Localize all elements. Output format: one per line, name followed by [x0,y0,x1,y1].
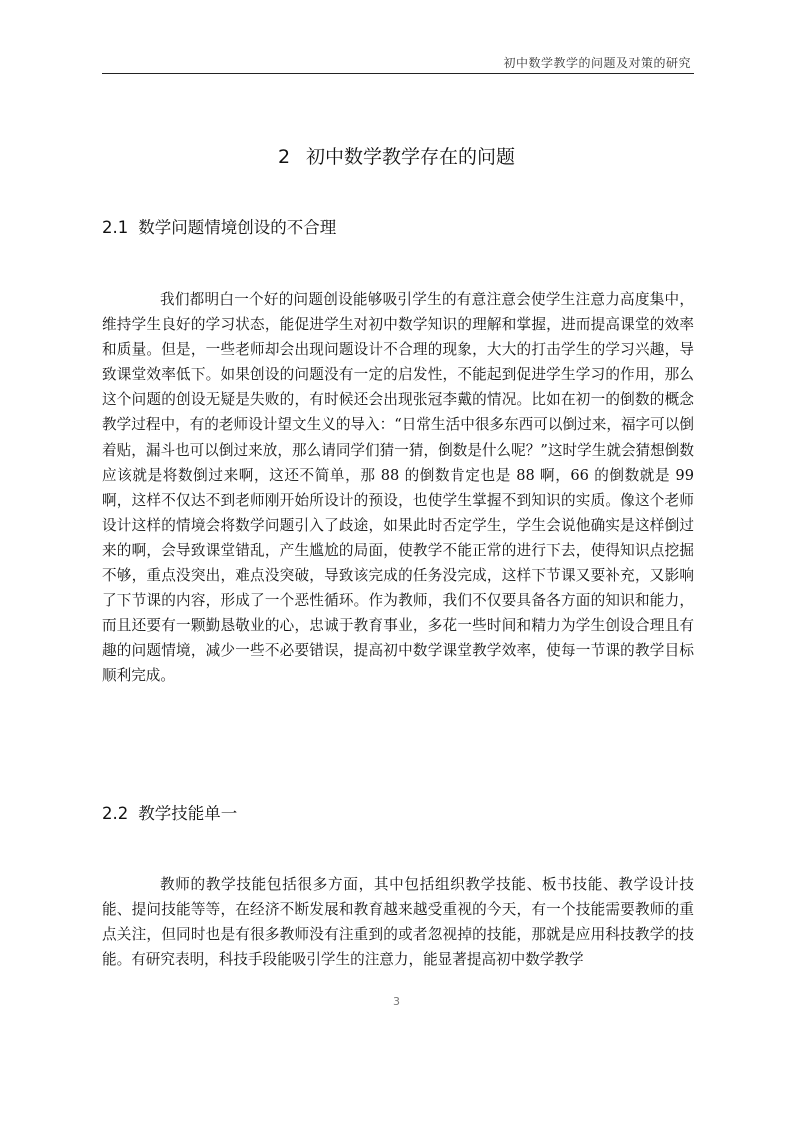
body-paragraph-2-2: 教师的教学技能包括很多方面，其中包括组织教学技能、板书技能、教学设计技能、提问技能等等，在经济不断发展和教育越来越受重视的今天，有一个技能需要教师的重点关注，但同时也是有很多教师没有注重到的或者忽视掉的技能，那就是应用科技教学的技能。有研究表明，科技手段能吸引学生的注意力，能显著提高初中数学教学 [102,876,694,969]
section-heading-2-2 [102,800,237,824]
chapter-number: 2 [277,146,291,168]
section-title-text: 数学问题情境创设的不合理 [138,218,337,237]
section-number: 2.2 [102,804,129,823]
section-number: 2.1 [102,218,129,237]
running-header: 初中数学教学的问题及对策的研究 [503,56,691,70]
section-title-text: 教学技能单一 [138,804,238,823]
body-paragraph-2-1: 我们都明白一个好的问题创设能够吸引学生的有意注意会使学生注意力高度集中，维持学生良好的学习状态，能促进学生对初中数学知识的理解和掌握，进而提高课堂的效率和质量。但是，一些老师却会出现问题设计不合理的现象，大大的打击学生的学习兴趣，导致课堂效率低下。如果创设的问题没有一定的启发性，不能起到促进学生学习的作用，那么这个问题的创设无疑是失败的，有时候还会出现张冠李戴的情况。比如在初一的倒数的概念教学过程中，有的老师设计望文生义的导入：“日常生活中很多东西可以倒过来，福字可以倒着贴，漏斗也可以倒过来放，那么请同学们猜一猜，倒数是什么呢？”这时学生就会猜想倒数应该就是将数倒过来啊，这还不简单，那 88 的倒数肯定也是 88 啊，66 的倒数就是 99 啊，这样不仅达不到老师刚开始所设计的预设，也使学生掌握不到知识的实质。像这个老师设计这样的情境会将数学问题引入了歧途，如果此时否定学生，学生会说他确实是这样倒过来的啊，会导致课堂错乱，产生尴尬的局面，使教学不能正常的进行下去，使得知识点挖掘不够，重点没突出，难点没突破，导致该完成的任务没完成，这样下节课又要补充，又影响了下节课的内容，形成了一个恶性循环。作为教师，我们不仅要具备各方面的知识和能力，而且还要有一颗勤恳敬业的心，忠诚于教育事业，多花一些时间和精力为学生创设合理且有趣的问题情境，减少一些不必要错误，提高初中数学课堂教学效率，使每一节课的教学目标顺利完成。 [102,291,694,685]
chapter-title [0,142,793,169]
header-rule [102,73,694,74]
page-number: 3 [393,995,400,1008]
chapter-title-text: 初中数学教学存在的问题 [306,146,516,168]
section-heading-2-1 [102,214,336,238]
